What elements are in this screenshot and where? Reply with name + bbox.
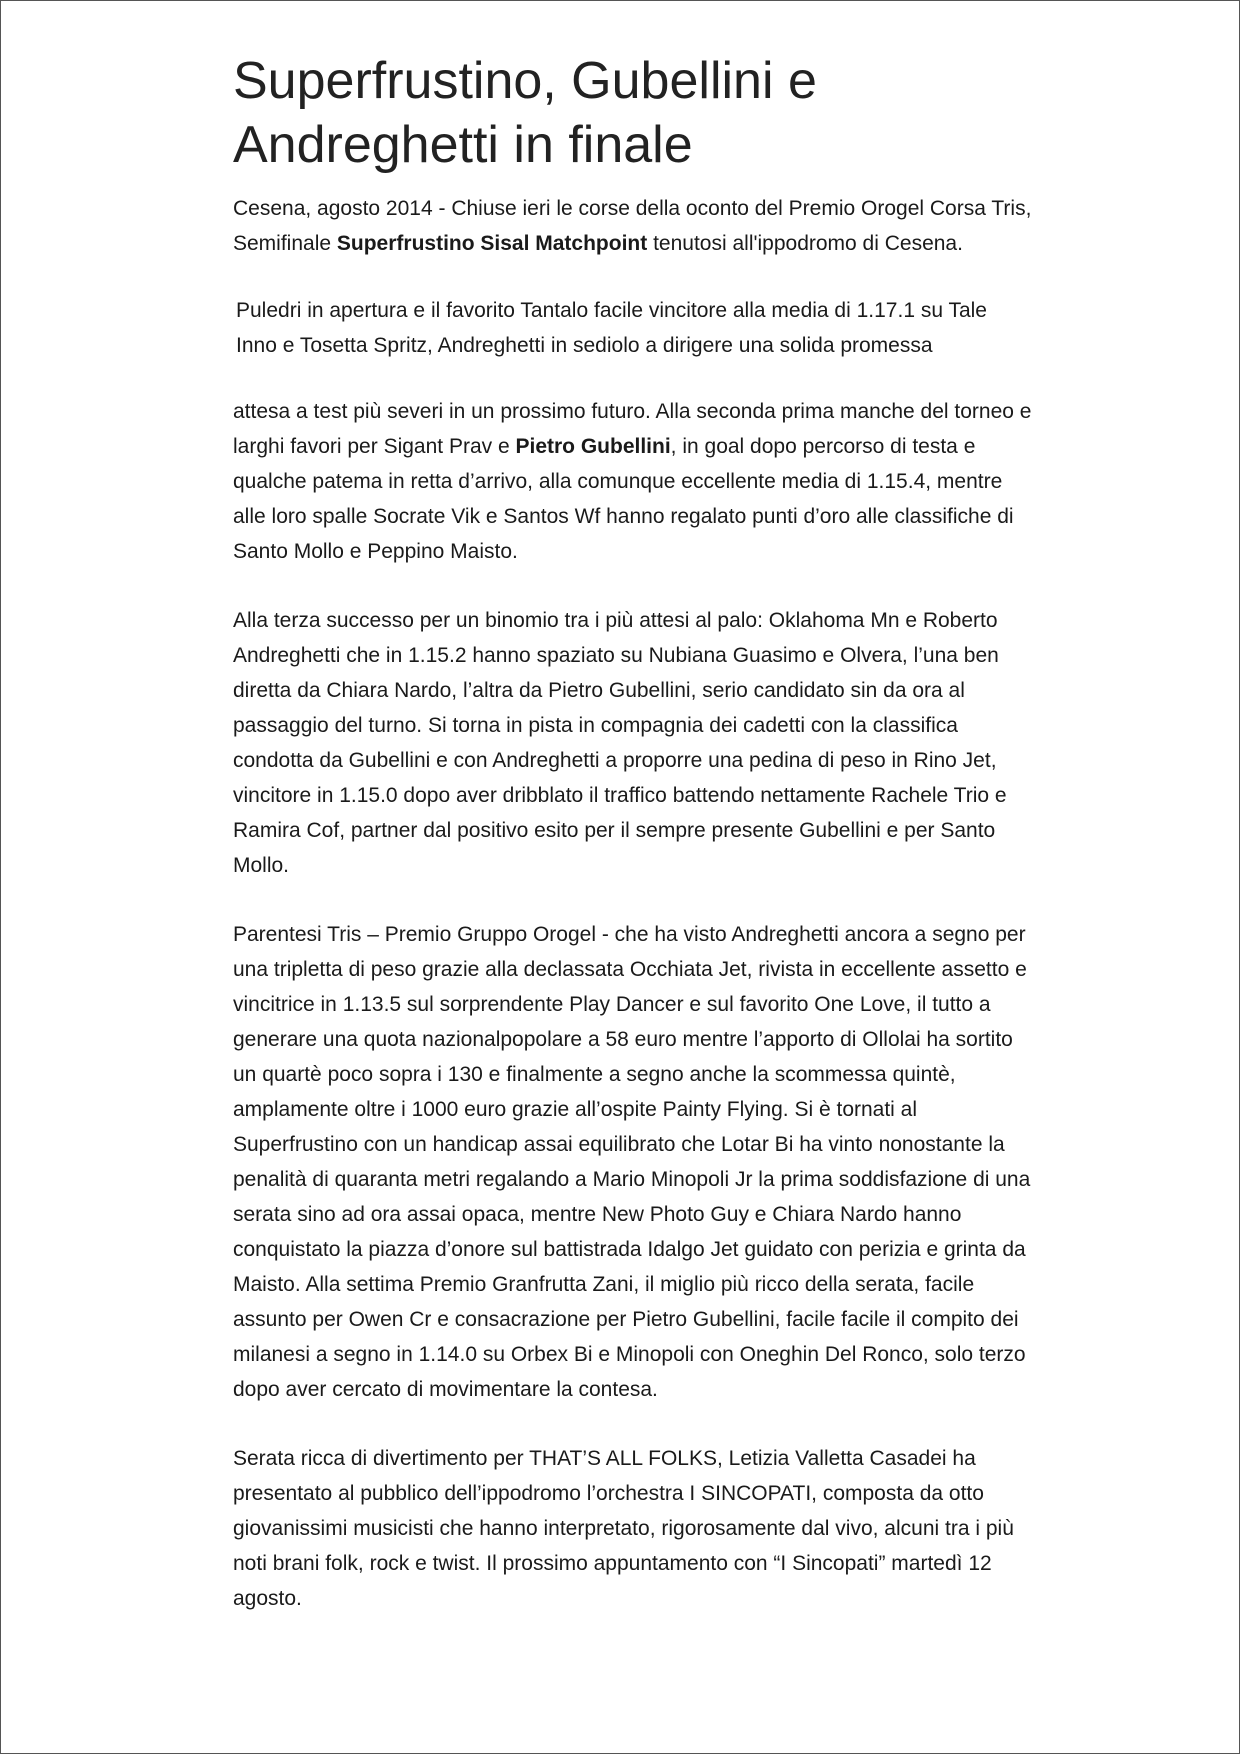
para1-text-1: attesa a test più severi in un prossimo futuro. Alla seconda prima manche del torneo e larghi favori per Sigant Prav e [233,400,1032,458]
title-line-1: Superfrustino, Gubellini e [233,52,817,110]
intro-text-2: tenutosi all'ippodromo di Cesena. [647,232,963,255]
intro-bold-event: Superfrustino Sisal Matchpoint [336,232,648,255]
paragraph-1-bottom [233,394,1033,569]
para1-text-2: , in goal dopo percorso di testa e qualche patema in retta d’arrivo, alla comunque eccellente media di 1.15.4, mentre alle loro spalle Socrate Vik e Santos Wf hanno regalato punti d’oro alle classifiche di Santo Mollo e Peppino Maisto. [233,435,1014,563]
intro-paragraph [233,191,1033,261]
paragraph-4: Serata ricca di divertimento per THAT’S ALL FOLKS, Letizia Valletta Casadei ha presentato al pubblico dell’ippodromo l’orchestra I SINCOPATI, composta da otto giovanissimi musicisti che hanno interpretato, rigorosamente dal vivo, alcuni tra i più noti brani folk, rock e twist. Il prossimo appuntamento con “I Sincopati” martedì 12 agosto. [233,1447,1014,1610]
paragraph-2: Alla terza successo per un binomio tra i più attesi al palo: Oklahoma Mn e Roberto Andreghetti che in 1.15.2 hanno spaziato su Nubiana Guasimo e Olvera, l’una ben diretta da Chiara Nardo, l’altra da Pietro Gubellini, serio candidato sin da ora al passaggio del turno. Si torna in pista in compagnia dei cadetti con la classifica condotta da Gubellini e con Andreghetti a proporre una pedina di peso in Rino Jet, vincitore in 1.15.0 dopo aver dribblato il traffico battendo nettamente Rachele Trio e Ramira Cof, partner dal positivo esito per il sempre presente Gubellini e per Santo Mollo. [233,609,1007,877]
para1-bold-name: Pietro Gubellini [515,435,671,458]
paragraph-1-top: Puledri in apertura e il favorito Tantalo facile vincitore alla media di 1.17.1 su Tale Inno e Tosetta Spritz, Andreghetti in sediolo a dirigere una solida promessa [236,299,987,357]
article [233,49,1033,1616]
intro-text-1: Cesena, agosto 2014 - Chiuse ieri le corse della oconto del Premio Orogel Corsa Tris, Semifinale [233,197,1032,255]
paragraph-3: Parentesi Tris – Premio Gruppo Orogel - che ha visto Andreghetti ancora a segno per una tripletta di peso grazie alla declassata Occhiata Jet, rivista in eccellente assetto e vincitrice in 1.13.5 sul sorprendente Play Dancer e sul favorito One Love, il tutto a generare una quota nazionalpopolare a 58 euro mentre l’apporto di Ollolai ha sortito un quartè poco sopra i 130 e finalmente a segno anche la scommessa quintè, amplamente oltre i 1000 euro grazie all’ospite Painty Flying. Si è tornati al Superfrustino con un handicap assai equilibrato che Lotar Bi ha vinto nonostante la penalità di quaranta metri regalando a Mario Minopoli Jr la prima soddisfazione di una serata sino ad ora assai opaca, mentre New Photo Guy e Chiara Nardo hanno conquistato la piazza d’onore sul battistrada Idalgo Jet guidato con perizia e grinta da Maisto. Alla settima Premio Granfrutta Zani, il miglio più ricco della serata, facile assunto per Owen Cr e consacrazione per Pietro Gubellini, facile facile il compito dei milanesi a segno in 1.14.0 su Orbex Bi e Minopoli con Oneghin Del Ronco, solo terzo dopo aver cercato di movimentare la contesa. [233,923,1031,1401]
title-line-2: Andreghetti in finale [233,116,693,174]
article-title [233,49,1033,177]
